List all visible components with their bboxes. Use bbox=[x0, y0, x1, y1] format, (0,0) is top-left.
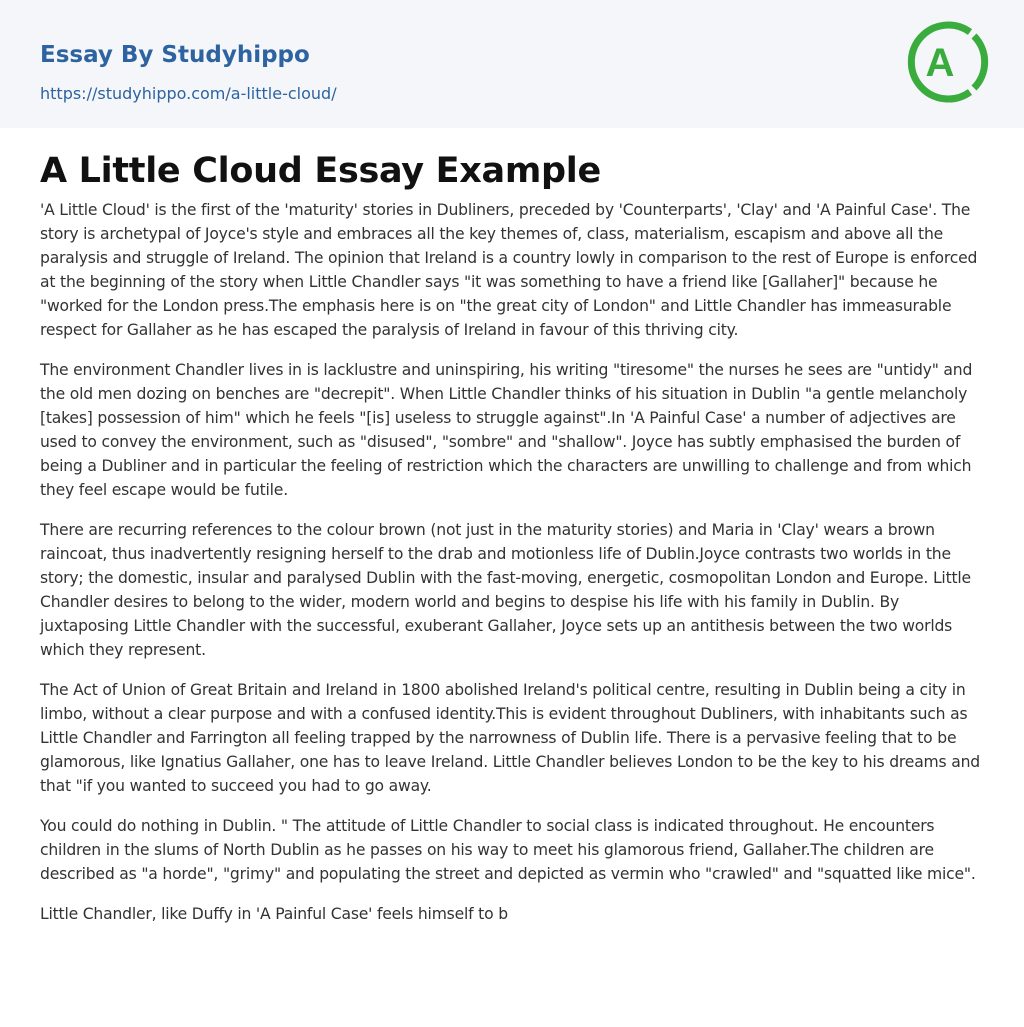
source-url-link[interactable]: https://studyhippo.com/a-little-cloud/ bbox=[40, 84, 337, 103]
paragraph-3: There are recurring references to the colour brown (not just in the maturity stories) and Maria in 'Clay' wears a brown raincoat, thus inadvertently resigning herself to the drab and motionless life of Dublin.Joyce contrasts two worlds in the story; the domestic, insular and paralysed Dublin with the fast-moving, energetic, cosmopolitan London and Europe. Little Chandler desires to belong to the wider, modern world and begins to despise his life with his family in Dublin. By juxtaposing Little Chandler with the successful, exuberant Gallaher, Joyce sets up an antithesis between the two worlds which they represent. bbox=[40, 521, 971, 659]
brand-title[interactable]: Essay By Studyhippo bbox=[40, 42, 310, 68]
paragraph-1: 'A Little Cloud' is the first of the 'maturity' stories in Dubliners, preceded by 'Counterparts', 'Clay' and 'A Painful Case'. The story is archetypal of Joyce's style and embraces all the key themes of, class, materialism, escapism and above all the paralysis and struggle of Ireland. The opinion that Ireland is a country lowly in comparison to the rest of Europe is enforced at the beginning of the story when Little Chandler says "it was something to have a friend like [Gallaher]" because he "worked for the London press.The emphasis here is on "the great city of London" and Little Chandler has immeasurable respect for Gallaher as he has escaped the paralysis of Ireland in favour of this thriving city. bbox=[40, 201, 978, 339]
studyhippo-logo-icon[interactable] bbox=[906, 18, 990, 106]
paragraph-2: The environment Chandler lives in is lacklustre and uninspiring, his writing "tiresome" the nurses he sees are "untidy" and the old men dozing on benches are "decrepit". When Little Chandler thinks of his situation in Dublin "a gentle melancholy [takes] possession of him" which he feels "[is] useless to struggle against".In 'A Painful Case' a number of adjectives are used to convey the environment, such as "disused", "sombre" and "shallow". Joyce has subtly emphasised the burden of being a Dubliner and in particular the feeling of restriction which the characters are unwilling to challenge and from which they feel escape would be futile. bbox=[40, 361, 973, 499]
paragraph-6: Little Chandler, like Duffy in 'A Painful Case' feels himself to b bbox=[40, 905, 508, 923]
site-header bbox=[0, 0, 1024, 128]
article bbox=[40, 140, 984, 942]
logo-letter: A bbox=[925, 41, 955, 85]
page-title: A Little Cloud Essay Example bbox=[40, 151, 601, 191]
paragraph-5: You could do nothing in Dublin. " The attitude of Little Chandler to social class is indicated throughout. He encounters children in the slums of North Dublin as he passes on his way to meet his glamorous friend, Gallaher.The children are described as "a horde", "grimy" and populating the street and depicted as vermin who "crawled" and "squatted like mice". bbox=[40, 817, 976, 883]
paragraph-4: The Act of Union of Great Britain and Ireland in 1800 abolished Ireland's political centre, resulting in Dublin being a city in limbo, without a clear purpose and with a confused identity.This is evident throughout Dubliners, with inhabitants such as Little Chandler and Farrington all feeling trapped by the narrowness of Dublin life. There is a pervasive feeling that to be glamorous, like Ignatius Gallaher, one has to leave Ireland. Little Chandler believes London to be the key to his dreams and that "if you wanted to succeed you had to go away. bbox=[40, 681, 980, 795]
